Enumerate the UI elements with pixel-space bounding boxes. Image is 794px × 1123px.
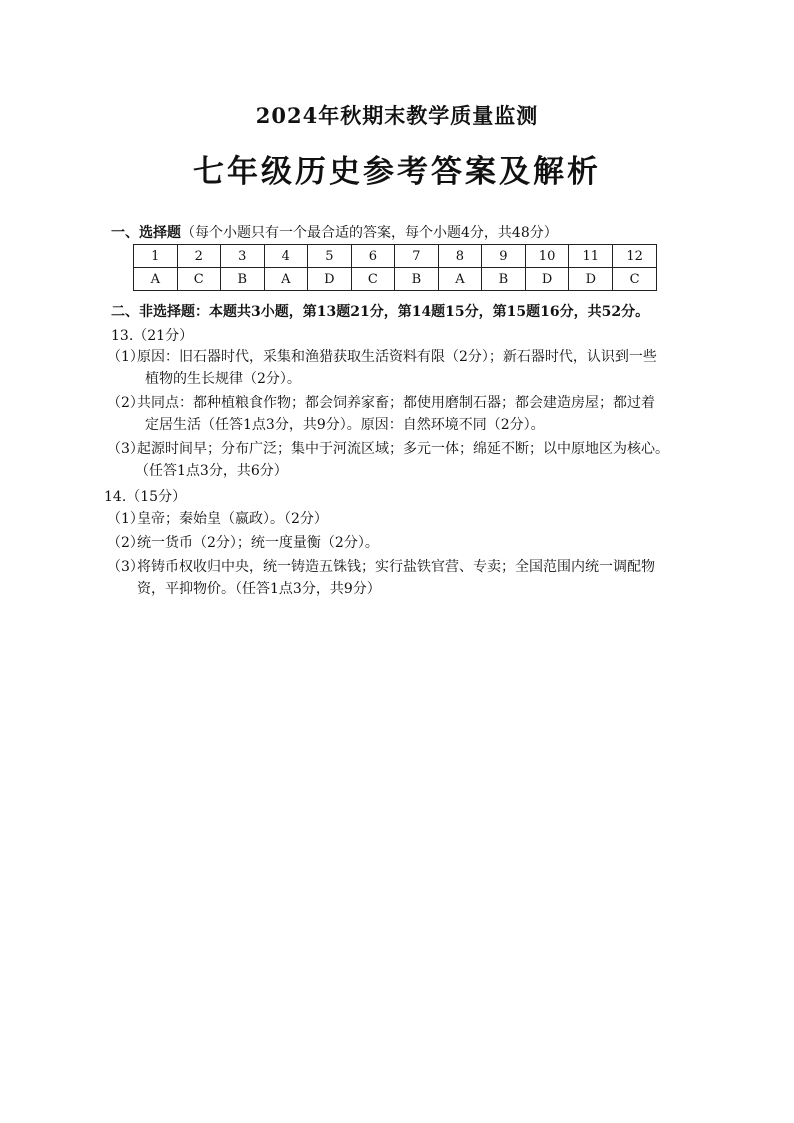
answer-cell: D — [525, 268, 569, 291]
q13-2-line1 — [107, 392, 655, 414]
section1-heading — [111, 222, 558, 242]
answer-table — [133, 244, 657, 291]
question-number-row — [134, 245, 657, 268]
q13-3-text: 起源时间早；分布广泛；集中于河流区域；多元一体；绵延不断；以中原地区为核心。 — [137, 441, 669, 457]
answer-cell: C — [351, 268, 395, 291]
item-marker: （2） — [107, 535, 144, 551]
answer-cell: D — [569, 268, 613, 291]
question-number: 7 — [395, 245, 439, 268]
section1-note: （每个小题只有一个最合适的答案，每个小题4分，共48分） — [181, 225, 558, 241]
q14-2-line1 — [107, 532, 379, 554]
q14-3-line2: 资，平抑物价。（任答1点3分，共9分） — [137, 581, 381, 597]
answer-cell: A — [134, 268, 178, 291]
answer-row — [134, 268, 657, 291]
question-number: 11 — [569, 245, 613, 268]
section1-label: 一、选择题 — [111, 225, 181, 241]
item-marker: （1） — [107, 511, 144, 527]
question-number: 1 — [134, 245, 178, 268]
answer-cell: B — [482, 268, 526, 291]
answer-cell: C — [177, 268, 221, 291]
question-number: 2 — [177, 245, 221, 268]
section2-heading: 二、非选择题：本题共3小题，第13题21分，第14题15分，第15题16分，共52分。 — [111, 304, 650, 320]
q13-1-line1 — [107, 346, 657, 368]
q14-3-line1 — [107, 556, 655, 578]
item-marker: （3） — [107, 559, 144, 575]
question-number: 3 — [221, 245, 265, 268]
item-marker: （2） — [107, 395, 144, 411]
answer-cell: A — [438, 268, 482, 291]
item-marker: （3） — [107, 441, 144, 457]
question-number: 8 — [438, 245, 482, 268]
question-number: 5 — [308, 245, 352, 268]
q14-1-text: 皇帝；秦始皇（嬴政）。（2分） — [137, 511, 328, 527]
q13-2-text: 共同点：都种植粮食作物；都会饲养家畜；都使用磨制石器；都会建造房屋；都过着 — [137, 395, 655, 411]
answer-cell: B — [395, 268, 439, 291]
answer-cell: D — [308, 268, 352, 291]
q14-title: 14.（15分） — [104, 489, 187, 505]
q13-1-line2: 植物的生长规律（2分）。 — [145, 371, 301, 387]
q13-1-text: 原因：旧石器时代，采集和渔猎获取生活资料有限（2分）；新石器时代，认识到一些 — [137, 349, 657, 365]
q13-2-line2: 定居生活（任答1点3分，共9分）。原因：自然环境不同（2分）。 — [145, 417, 545, 433]
exam-title: 2024年秋期末教学质量监测 — [255, 103, 539, 128]
q14-3-text: 将铸币权收归中央，统一铸造五铢钱；实行盐铁官营、专卖；全国范围内统一调配物 — [137, 559, 655, 575]
answer-cell: B — [221, 268, 265, 291]
item-marker: （1） — [107, 349, 144, 365]
answer-cell: C — [613, 268, 657, 291]
q14-1-line1 — [107, 508, 328, 530]
question-number: 12 — [613, 245, 657, 268]
q13-title: 13.（21分） — [111, 328, 194, 344]
q14-2-text: 统一货币（2分）；统一度量衡（2分）。 — [137, 535, 379, 551]
answer-cell: A — [264, 268, 308, 291]
question-number: 4 — [264, 245, 308, 268]
question-number: 9 — [482, 245, 526, 268]
document-subtitle: 七年级历史参考答案及解析 — [193, 154, 601, 190]
question-number: 6 — [351, 245, 395, 268]
q13-3-line1 — [107, 438, 669, 460]
question-number: 10 — [525, 245, 569, 268]
q13-3-line2: （任答1点3分，共6分） — [135, 463, 288, 479]
